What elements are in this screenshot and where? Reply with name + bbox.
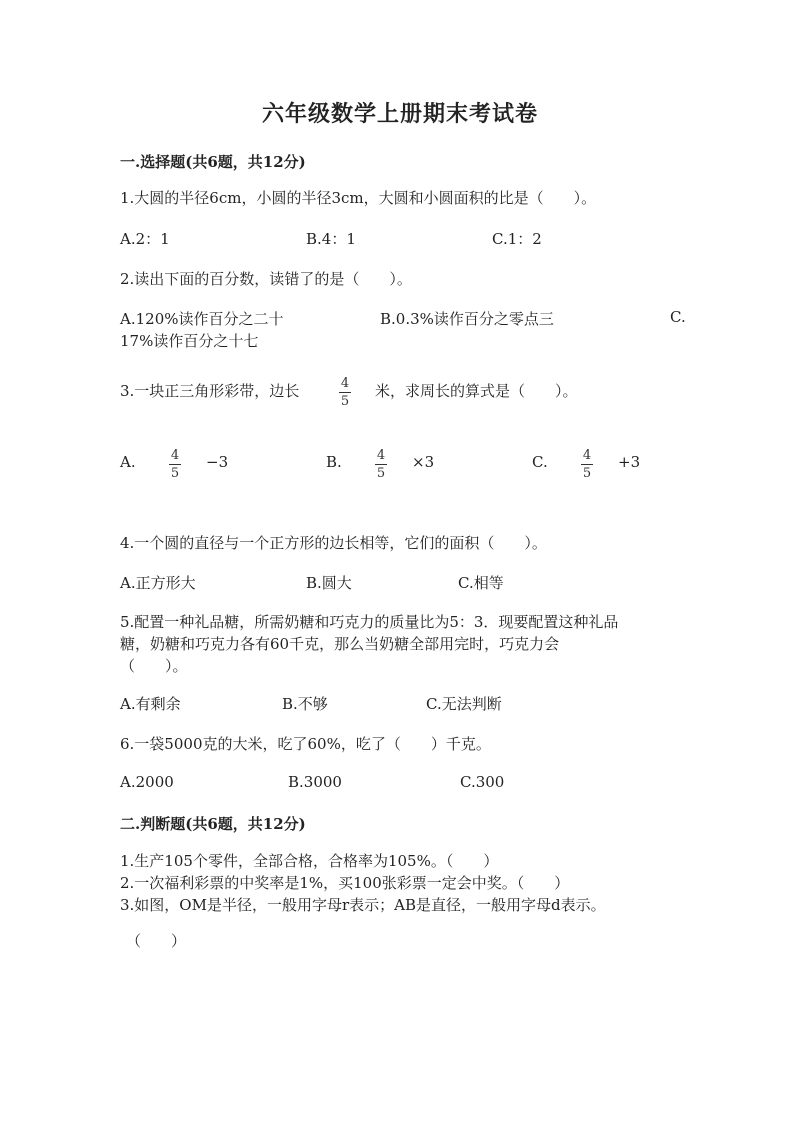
- page-title: 六年级数学上册期末考试卷: [261, 101, 538, 127]
- q1-option-c: C.1：2: [492, 230, 542, 248]
- q2-option-c-continued: 17%读作百分之十七: [120, 332, 259, 350]
- q6-option-b: B.3000: [288, 773, 342, 791]
- section-heading-judgment: 二.判断题(共6题，共12分): [120, 815, 306, 833]
- q2-option-a: A.120%读作百分之二十: [120, 310, 284, 328]
- q5-option-a: A.有剩余: [120, 695, 181, 713]
- q6-option-c: C.300: [460, 773, 505, 791]
- q3-option-c-fraction: [579, 448, 595, 481]
- q4-option-c: C.相等: [458, 574, 504, 592]
- q3-option-b-label: B.: [326, 453, 342, 471]
- fraction-denominator: 5: [170, 466, 180, 481]
- question-3-text-after: 米，求周长的算式是（ ）。: [375, 382, 578, 400]
- fraction-bar: [375, 464, 387, 465]
- question-3-text-before: 3.一块正三角形彩带，边长: [120, 382, 300, 400]
- q6-option-a: A.2000: [120, 773, 174, 791]
- fraction-bar: [339, 392, 351, 393]
- q3-option-a-label: A.: [120, 453, 136, 471]
- question-6-text: 6.一袋5000克的大米，吃了60%，吃了（ ）千克。: [120, 735, 491, 753]
- q3-option-b-fraction: [373, 448, 389, 481]
- question-1-text: 1.大圆的半径6cm，小圆的半径3cm，大圆和小圆面积的比是（ ）。: [120, 189, 597, 207]
- q2-option-b: B.0.3%读作百分之零点三: [380, 310, 554, 328]
- fraction-numerator: 4: [340, 376, 350, 391]
- fraction-numerator: 4: [376, 448, 386, 463]
- q1-option-b: B.4：1: [306, 230, 356, 248]
- question-2-text: 2.读出下面的百分数，读错了的是（ ）。: [120, 270, 412, 288]
- judgment-question-1: 1.生产105个零件，全部合格，合格率为105%。（ ）: [120, 852, 499, 870]
- question-5-line-1: 5.配置一种礼品糖，所需奶糖和巧克力的质量比为5：3．现要配置这种礼品: [120, 613, 619, 631]
- q1-option-a: A.2：1: [120, 230, 170, 248]
- q3-option-c-operation: +3: [618, 453, 641, 471]
- q3-option-c-label: C.: [532, 453, 548, 471]
- q3-option-a-operation: −3: [206, 453, 229, 471]
- q5-option-b: B.不够: [282, 695, 328, 713]
- question-5-line-3: （ ）。: [120, 657, 188, 675]
- q4-option-b: B.圆大: [306, 574, 352, 592]
- section-heading-choice: 一.选择题(共6题，共12分): [120, 153, 306, 171]
- q3-fraction: [337, 376, 353, 409]
- judgment-question-2: 2.一次福利彩票的中奖率是1%，买100张彩票一定会中奖。（ ）: [120, 874, 570, 892]
- fraction-denominator: 5: [340, 394, 350, 409]
- q4-option-a: A.正方形大: [120, 574, 196, 592]
- fraction-numerator: 4: [582, 448, 592, 463]
- judgment-question-3: 3.如图，OM是半径，一般用字母r表示；AB是直径，一般用字母d表示。: [120, 896, 606, 914]
- q2-option-c: C.: [670, 308, 686, 326]
- fraction-denominator: 5: [376, 466, 386, 481]
- fraction-bar: [169, 464, 181, 465]
- question-4-text: 4.一个圆的直径与一个正方形的边长相等，它们的面积（ ）。: [120, 534, 547, 552]
- q5-option-c: C.无法判断: [426, 695, 502, 713]
- fraction-denominator: 5: [582, 466, 592, 481]
- judgment-question-3-blank: （ ）: [126, 932, 187, 950]
- q3-option-a-fraction: [167, 448, 183, 481]
- fraction-numerator: 4: [170, 448, 180, 463]
- fraction-bar: [581, 464, 593, 465]
- q3-option-b-operation: ×3: [412, 453, 435, 471]
- question-5-line-2: 糖，奶糖和巧克力各有60千克，那么当奶糖全部用完时，巧克力会: [120, 635, 560, 653]
